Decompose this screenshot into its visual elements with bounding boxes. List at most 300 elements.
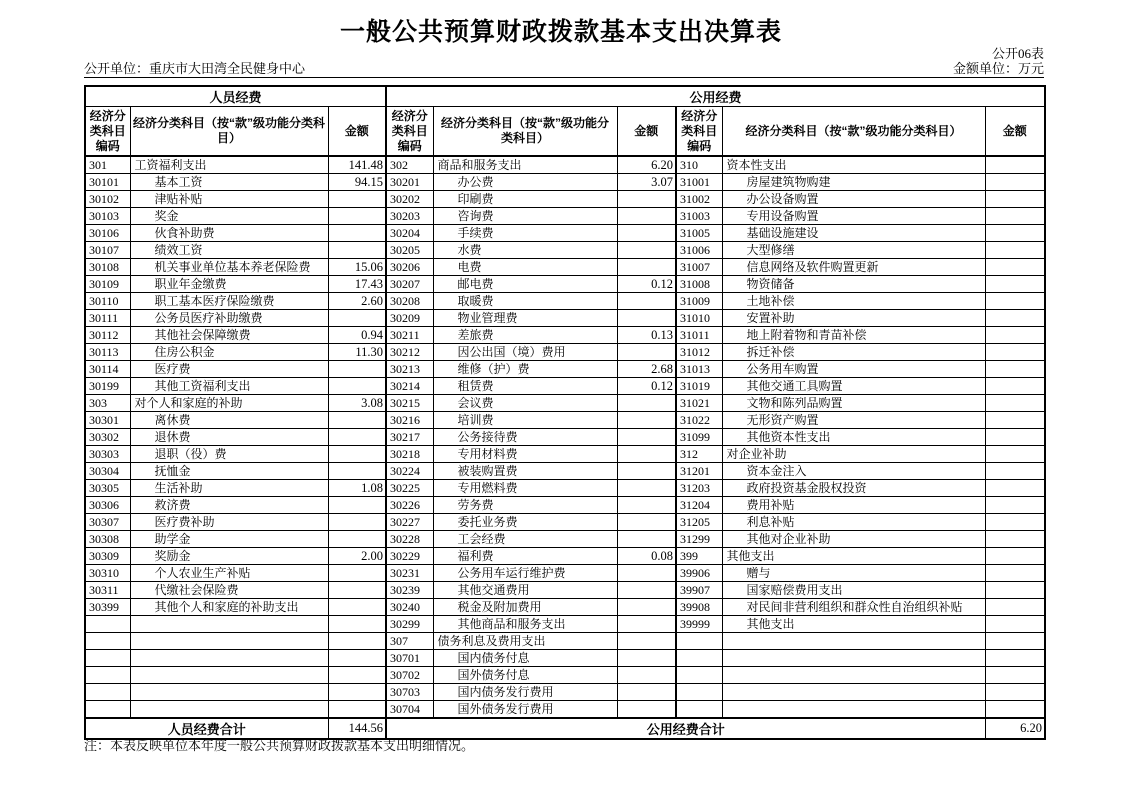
code-cell: 30701 [386, 650, 433, 667]
subject-name-cell: 国内债务发行费用 [433, 684, 617, 701]
code-cell: 30216 [386, 412, 433, 429]
amount-cell [985, 395, 1045, 412]
subject-name-cell: 其他工资福利支出 [130, 378, 328, 395]
subject-name-cell: 政府投资基金股权投资 [722, 480, 985, 497]
amount-cell: 3.08 [328, 395, 386, 412]
subject-name-cell: 专用设备购置 [722, 208, 985, 225]
code-cell: 31013 [676, 361, 722, 378]
code-cell: 30113 [85, 344, 130, 361]
amount-cell [985, 633, 1045, 650]
subject-name-cell: 代缴社会保险费 [130, 582, 328, 599]
subject-name-cell: 安置补助 [722, 310, 985, 327]
amount-cell [985, 259, 1045, 276]
subject-name-cell: 债务利息及费用支出 [433, 633, 617, 650]
amount-cell [985, 565, 1045, 582]
code-cell [85, 633, 130, 650]
amount-cell [985, 684, 1045, 701]
code-cell: 30304 [85, 463, 130, 480]
code-cell: 30310 [85, 565, 130, 582]
code-cell: 302 [386, 156, 433, 174]
code-cell [676, 667, 722, 684]
amount-cell [985, 446, 1045, 463]
code-cell: 30231 [386, 565, 433, 582]
code-cell: 30199 [85, 378, 130, 395]
subject-name-cell: 地上附着物和青苗补偿 [722, 327, 985, 344]
amount-cell: 141.48 [328, 156, 386, 174]
code-cell: 31007 [676, 259, 722, 276]
code-cell [85, 667, 130, 684]
amount-cell [328, 667, 386, 684]
code-cell: 30227 [386, 514, 433, 531]
amount-cell [617, 463, 676, 480]
amount-cell [985, 650, 1045, 667]
amount-cell [985, 667, 1045, 684]
table-row [85, 480, 1045, 497]
subject-name-cell: 租赁费 [433, 378, 617, 395]
subject-name-cell: 无形资产购置 [722, 412, 985, 429]
amount-cell [617, 191, 676, 208]
table-row [85, 225, 1045, 242]
col-header-amount-3: 金额 [985, 107, 1045, 157]
code-cell: 30229 [386, 548, 433, 565]
amount-cell [617, 514, 676, 531]
subject-name-cell: 办公设备购置 [722, 191, 985, 208]
amount-cell [985, 293, 1045, 310]
code-cell: 30226 [386, 497, 433, 514]
amount-cell [617, 225, 676, 242]
subject-name-cell: 大型修缮 [722, 242, 985, 259]
amount-cell: 15.06 [328, 259, 386, 276]
amount-cell [617, 429, 676, 446]
code-cell: 30214 [386, 378, 433, 395]
code-cell: 31002 [676, 191, 722, 208]
amount-cell [985, 701, 1045, 719]
code-cell [676, 701, 722, 719]
amount-cell [617, 395, 676, 412]
table-row [85, 361, 1045, 378]
col-header-code-3: 经济分类科目编码 [676, 107, 722, 157]
amount-cell [985, 463, 1045, 480]
amount-cell: 0.94 [328, 327, 386, 344]
amount-cell [328, 650, 386, 667]
subject-name-cell: 津贴补贴 [130, 191, 328, 208]
code-cell: 31099 [676, 429, 722, 446]
code-cell: 312 [676, 446, 722, 463]
amount-cell [328, 514, 386, 531]
amount-cell [328, 616, 386, 633]
code-cell: 30218 [386, 446, 433, 463]
public-total-amount: 6.20 [985, 718, 1045, 739]
subject-name-cell: 维修（护）费 [433, 361, 617, 378]
subject-name-cell: 土地补偿 [722, 293, 985, 310]
code-cell: 30224 [386, 463, 433, 480]
amount-cell [617, 701, 676, 719]
personnel-total-label: 人员经费合计 [85, 718, 328, 739]
amount-cell [985, 156, 1045, 174]
subject-name-cell: 水费 [433, 242, 617, 259]
table-row [85, 684, 1045, 701]
code-cell: 30302 [85, 429, 130, 446]
amount-cell [328, 412, 386, 429]
col-header-name-2: 经济分类科目（按“款”级功能分类科目） [433, 107, 617, 157]
code-cell: 31299 [676, 531, 722, 548]
subject-name-cell: 会议费 [433, 395, 617, 412]
code-cell: 30206 [386, 259, 433, 276]
amount-cell [328, 378, 386, 395]
code-cell: 30306 [85, 497, 130, 514]
code-cell: 30307 [85, 514, 130, 531]
subject-name-cell: 资本性支出 [722, 156, 985, 174]
subject-name-cell: 个人农业生产补贴 [130, 565, 328, 582]
code-cell: 31001 [676, 174, 722, 191]
table-row [85, 429, 1045, 446]
meta-row [84, 58, 1044, 78]
subject-name-cell: 公务用车运行维护费 [433, 565, 617, 582]
subject-name-cell: 奖金 [130, 208, 328, 225]
amount-cell: 0.12 [617, 276, 676, 293]
subject-name-cell: 其他资本性支出 [722, 429, 985, 446]
amount-cell [328, 599, 386, 616]
subject-name-cell: 拆迁补偿 [722, 344, 985, 361]
code-cell: 30215 [386, 395, 433, 412]
col-header-name-1: 经济分类科目（按“款”级功能分类科目） [130, 107, 328, 157]
amount-cell [617, 344, 676, 361]
subject-name-cell [130, 650, 328, 667]
code-cell: 310 [676, 156, 722, 174]
code-cell: 31010 [676, 310, 722, 327]
subject-name-cell: 培训费 [433, 412, 617, 429]
code-cell: 30108 [85, 259, 130, 276]
code-cell: 30311 [85, 582, 130, 599]
amount-cell: 0.13 [617, 327, 676, 344]
table-row [85, 548, 1045, 565]
amount-cell [328, 582, 386, 599]
subject-name-cell: 国家赔偿费用支出 [722, 582, 985, 599]
table-row [85, 156, 1045, 174]
amount-cell [617, 208, 676, 225]
subject-name-cell: 其他交通费用 [433, 582, 617, 599]
amount-cell [328, 310, 386, 327]
col-header-amount-1: 金额 [328, 107, 386, 157]
subject-name-cell: 福利费 [433, 548, 617, 565]
code-cell: 31205 [676, 514, 722, 531]
amount-cell [985, 344, 1045, 361]
amount-cell [328, 191, 386, 208]
subject-name-cell: 取暖费 [433, 293, 617, 310]
code-cell: 30209 [386, 310, 433, 327]
amount-cell [617, 259, 676, 276]
subject-name-cell: 劳务费 [433, 497, 617, 514]
subject-name-cell: 对企业补助 [722, 446, 985, 463]
subject-name-cell: 其他支出 [722, 616, 985, 633]
page-title: 一般公共预算财政拨款基本支出决算表 [339, 18, 782, 46]
subject-name-cell: 专用燃料费 [433, 480, 617, 497]
subject-name-cell: 物资储备 [722, 276, 985, 293]
amount-cell: 17.43 [328, 276, 386, 293]
table-row [85, 599, 1045, 616]
subject-name-cell: 办公费 [433, 174, 617, 191]
amount-cell: 1.08 [328, 480, 386, 497]
amount-cell [617, 582, 676, 599]
subject-name-cell: 生活补助 [130, 480, 328, 497]
code-cell: 30211 [386, 327, 433, 344]
amount-cell [617, 616, 676, 633]
amount-cell [328, 446, 386, 463]
table-row [85, 412, 1045, 429]
code-cell: 30225 [386, 480, 433, 497]
code-cell: 30702 [386, 667, 433, 684]
subject-name-cell: 救济费 [130, 497, 328, 514]
table-row [85, 497, 1045, 514]
subject-name-cell: 利息补贴 [722, 514, 985, 531]
subject-name-cell: 抚恤金 [130, 463, 328, 480]
amount-cell [617, 310, 676, 327]
subject-name-cell: 医疗费补助 [130, 514, 328, 531]
code-cell [676, 684, 722, 701]
code-cell: 30301 [85, 412, 130, 429]
code-cell: 30201 [386, 174, 433, 191]
code-cell: 30203 [386, 208, 433, 225]
table-row [85, 191, 1045, 208]
code-cell: 30704 [386, 701, 433, 719]
subject-name-cell: 印刷费 [433, 191, 617, 208]
subject-name-cell: 委托业务费 [433, 514, 617, 531]
table-row [85, 174, 1045, 191]
code-cell: 30239 [386, 582, 433, 599]
amount-cell [617, 293, 676, 310]
code-cell: 399 [676, 548, 722, 565]
code-cell: 31005 [676, 225, 722, 242]
personnel-total-amount: 144.56 [328, 718, 386, 739]
code-cell: 30111 [85, 310, 130, 327]
subject-name-cell: 商品和服务支出 [433, 156, 617, 174]
amount-cell [985, 497, 1045, 514]
amount-cell [328, 531, 386, 548]
amount-cell [617, 650, 676, 667]
subject-name-cell: 物业管理费 [433, 310, 617, 327]
table-row [85, 463, 1045, 480]
code-cell: 30106 [85, 225, 130, 242]
code-cell: 30212 [386, 344, 433, 361]
table-row [85, 344, 1045, 361]
subject-name-cell: 税金及附加费用 [433, 599, 617, 616]
code-cell [85, 616, 130, 633]
amount-cell [985, 361, 1045, 378]
code-cell: 30205 [386, 242, 433, 259]
code-cell: 30703 [386, 684, 433, 701]
code-cell: 31003 [676, 208, 722, 225]
amount-cell [617, 412, 676, 429]
amount-cell [328, 361, 386, 378]
table-row [85, 701, 1045, 719]
amount-cell [617, 480, 676, 497]
table-row [85, 293, 1045, 310]
amount-cell [328, 684, 386, 701]
amount-cell [985, 225, 1045, 242]
amount-cell [985, 616, 1045, 633]
amount-cell [985, 378, 1045, 395]
subject-name-cell: 职工基本医疗保险缴费 [130, 293, 328, 310]
amount-cell [328, 208, 386, 225]
code-cell: 307 [386, 633, 433, 650]
table-row [85, 616, 1045, 633]
code-cell: 39906 [676, 565, 722, 582]
subject-name-cell: 信息网络及软件购置更新 [722, 259, 985, 276]
code-cell: 31201 [676, 463, 722, 480]
subject-name-cell: 专用材料费 [433, 446, 617, 463]
subject-name-cell: 因公出国（境）费用 [433, 344, 617, 361]
code-cell: 39908 [676, 599, 722, 616]
subject-name-cell: 差旅费 [433, 327, 617, 344]
amount-cell [617, 599, 676, 616]
column-header-row [85, 107, 1045, 157]
code-cell: 31011 [676, 327, 722, 344]
code-cell: 30202 [386, 191, 433, 208]
amount-cell [985, 191, 1045, 208]
amount-cell: 94.15 [328, 174, 386, 191]
code-cell [85, 701, 130, 719]
subject-name-cell: 文物和陈列品购置 [722, 395, 985, 412]
code-cell: 30114 [85, 361, 130, 378]
table-row [85, 650, 1045, 667]
subject-name-cell: 费用补贴 [722, 497, 985, 514]
subject-name-cell: 奖励金 [130, 548, 328, 565]
code-cell: 30107 [85, 242, 130, 259]
amount-cell: 3.07 [617, 174, 676, 191]
code-cell [676, 633, 722, 650]
table-row [85, 446, 1045, 463]
amount-cell [617, 667, 676, 684]
amount-cell [617, 684, 676, 701]
expenditure-table [84, 85, 1046, 740]
subject-name-cell: 被装购置费 [433, 463, 617, 480]
amount-cell [328, 225, 386, 242]
public-total-label: 公用经费合计 [386, 718, 985, 739]
section-header-row [85, 86, 1045, 107]
col-header-code-1: 经济分类科目编码 [85, 107, 130, 157]
code-cell: 30240 [386, 599, 433, 616]
subject-name-cell [130, 616, 328, 633]
table-row [85, 378, 1045, 395]
footnote: 注：本表反映单位本年度一般公共预算财政拨款基本支出明细情况。 [84, 738, 475, 753]
subject-name-cell: 手续费 [433, 225, 617, 242]
subject-name-cell: 公务接待费 [433, 429, 617, 446]
amount-cell: 6.20 [617, 156, 676, 174]
code-cell: 30228 [386, 531, 433, 548]
amount-cell [985, 480, 1045, 497]
amount-cell [985, 429, 1045, 446]
table-number: 公开06表 [991, 46, 1044, 61]
subject-name-cell: 公务员医疗补助缴费 [130, 310, 328, 327]
subject-name-cell: 邮电费 [433, 276, 617, 293]
table-row [85, 565, 1045, 582]
subject-name-cell: 其他对企业补助 [722, 531, 985, 548]
code-cell: 31204 [676, 497, 722, 514]
subject-name-cell: 工资福利支出 [130, 156, 328, 174]
amount-cell: 11.30 [328, 344, 386, 361]
table-row [85, 327, 1045, 344]
subject-name-cell: 其他交通工具购置 [722, 378, 985, 395]
subject-name-cell [722, 684, 985, 701]
amount-cell [985, 174, 1045, 191]
subject-name-cell: 职业年金缴费 [130, 276, 328, 293]
col-header-name-3: 经济分类科目（按“款”级功能分类科目） [722, 107, 985, 157]
table-row [85, 276, 1045, 293]
amount-cell: 2.00 [328, 548, 386, 565]
code-cell: 31006 [676, 242, 722, 259]
table-row [85, 310, 1045, 327]
subject-name-cell [130, 667, 328, 684]
subject-name-cell: 其他商品和服务支出 [433, 616, 617, 633]
amount-cell [617, 565, 676, 582]
subject-name-cell [130, 633, 328, 650]
col-header-code-2: 经济分类科目编码 [386, 107, 433, 157]
subject-name-cell: 电费 [433, 259, 617, 276]
code-cell [676, 650, 722, 667]
amount-cell [328, 429, 386, 446]
code-cell: 39907 [676, 582, 722, 599]
code-cell: 30213 [386, 361, 433, 378]
subject-name-cell: 伙食补助费 [130, 225, 328, 242]
code-cell: 30299 [386, 616, 433, 633]
amount-cell [985, 514, 1045, 531]
amount-cell [985, 599, 1045, 616]
subject-name-cell: 对民间非营利组织和群众性自治组织补贴 [722, 599, 985, 616]
subject-name-cell: 绩效工资 [130, 242, 328, 259]
amount-cell [985, 327, 1045, 344]
amount-cell [985, 548, 1045, 565]
amount-cell [985, 412, 1045, 429]
table-row [85, 208, 1045, 225]
amount-cell [328, 497, 386, 514]
subject-name-cell: 退职（役）费 [130, 446, 328, 463]
section-public-funds: 公用经费 [386, 86, 1045, 107]
code-cell: 30217 [386, 429, 433, 446]
subject-name-cell: 其他个人和家庭的补助支出 [130, 599, 328, 616]
col-header-amount-2: 金额 [617, 107, 676, 157]
code-cell: 31019 [676, 378, 722, 395]
amount-cell [985, 276, 1045, 293]
subject-name-cell: 国外债务发行费用 [433, 701, 617, 719]
subject-name-cell: 咨询费 [433, 208, 617, 225]
code-cell: 30309 [85, 548, 130, 565]
amount-cell [328, 701, 386, 719]
subject-name-cell [722, 633, 985, 650]
subject-name-cell: 其他支出 [722, 548, 985, 565]
subject-name-cell: 对个人和家庭的补助 [130, 395, 328, 412]
amount-cell [985, 582, 1045, 599]
subject-name-cell [722, 650, 985, 667]
public-unit-label: 公开单位：重庆市大田湾全民健身中心 [84, 61, 306, 76]
table-row [85, 395, 1045, 412]
amount-cell [985, 531, 1045, 548]
subject-name-cell: 助学金 [130, 531, 328, 548]
table-row [85, 514, 1045, 531]
code-cell: 30112 [85, 327, 130, 344]
code-cell: 31203 [676, 480, 722, 497]
code-cell: 303 [85, 395, 130, 412]
code-cell: 30399 [85, 599, 130, 616]
amount-cell: 2.68 [617, 361, 676, 378]
subject-name-cell [130, 684, 328, 701]
amount-cell [617, 242, 676, 259]
subject-name-cell [722, 667, 985, 684]
code-cell: 39999 [676, 616, 722, 633]
amount-cell [985, 242, 1045, 259]
subject-name-cell: 基本工资 [130, 174, 328, 191]
code-cell: 30103 [85, 208, 130, 225]
subject-name-cell: 基础设施建设 [722, 225, 985, 242]
